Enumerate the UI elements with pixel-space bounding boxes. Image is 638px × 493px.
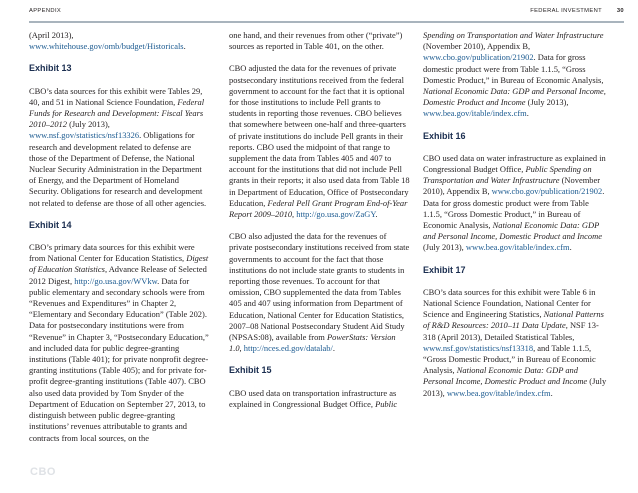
italic-title: Public [375, 398, 398, 409]
url-link[interactable]: www.cbo.gov/publication/21902 [491, 186, 603, 197]
exhibit-heading: Exhibit 17 [423, 264, 466, 275]
body-paragraph: CBO adjusted the data for the revenues of private postsecondary institutions received from the federal government to account for the fact that it is optional for those institutions to include Pell grants to students in reporting those revenues. CBO believes that somewhere between one-half and three-quarters of private institutions do include Pell grants in their reports. CBO used the midpoint of that range to supplement the data from Tables 405 and 407 to account for the institutions that did not include Pell grants in their reports; it also used data from Table 18 in Department of Education, Office of Postsecondary Education, Federal Pell Grant Program End-of-Year Report 2009–2010, http://go.usa.gov/ZaGY. [229, 63, 410, 220]
url-link[interactable]: www.bea.gov/itable/index.cfm [446, 387, 551, 398]
italic-title: National Economic Data: GDP and Personal Income, Domestic Product and Income [423, 365, 588, 387]
body-paragraph: CBO used data on water infrastructure as explained in Congressional Budget Office, Public Spending on Transportation and Water Infrastructure (November 2010), Appendix B, www.cbo.gov/publication/21902. Data for gross domestic product were from Table 1.1.5, “Gross Domestic Product,” in Bureau of Economic Analysis, National Economic Data: GDP and Personal Income, Domestic Product and Income (July 2013), www.bea.gov/itable/index.cfm. [423, 152, 606, 253]
url-link[interactable]: www.nsf.gov/statistics/nsf13318 [423, 342, 534, 353]
body-paragraph: CBO also adjusted the data for the revenues of private postsecondary institutions received from state governments to account for the fact that those institutions do not include state grants to students in reporting those revenues. To account for that omission, CBO supplemented the data from Tables 405 and 407 using information from Department of Education, National Center for Education Statistics, 2007–08 National Postsecondary Student Aid Study (NPSAS:08), available from PowerStats: Version 1.0, http://nces.ed.gov/datalab/. [229, 231, 410, 354]
italic-title: PowerStats: Version 1.0 [229, 332, 396, 354]
body-paragraph: one hand, and their revenues from other (“private”) sources as reported in Table 401, on the other. [229, 30, 403, 52]
body-paragraph: (April 2013), www.whitehouse.gov/omb/budget/Historicals. [29, 30, 186, 52]
url-link[interactable]: http://go.usa.gov/ZaGY [296, 209, 376, 220]
cbo-logo: CBO [30, 466, 56, 478]
paragraph-spacer [229, 354, 410, 365]
paragraph-spacer [423, 276, 608, 287]
url-link[interactable]: www.bea.gov/itable/index.cfm [423, 108, 527, 119]
paragraph-spacer [229, 52, 410, 63]
body-paragraph: CBO’s primary data sources for this exhibit were from National Center for Education Statistics, Digest of Education Statistics, Advance Release of Selected 2012 Digest, http://go.usa.gov/WVkw. Data for public elementary and secondary schools were from “Revenues and Expenditures” in Chapter 2, “Elementary and Secondary Education” (Table 202). Data for postsecondary institutions were from “Revenue” in Chapter 3, “Postsecondary Education,” and included data for public degree-granting institutions (Table 401); for private nonprofit degree-granting institutions (Table 405); and for private for-profit degree-granting institutions (Table 407). CBO also used data provided by Tom Snyder of the Department of Education on September 27, 2013, to distinguish between public degree-granting institutions’ revenues attributable to grants and contracts from local sources, on the [29, 242, 209, 443]
section-label: APPENDIX [29, 8, 62, 14]
body-paragraph: Spending on Transportation and Water Infrastructure (November 2010), Appendix B, www.cbo.gov/publication/21902. Data for gross domestic product were from Table 1.1.5, “Gross Domestic Product,” in Bureau of Economic Analysis, National Economic Data: GDP and Personal Income, Domestic Product and Income (July 2013), www.bea.gov/itable/index.cfm. [423, 30, 606, 119]
exhibit-heading: Exhibit 14 [29, 219, 72, 230]
paragraph-spacer [423, 254, 608, 265]
body-paragraph: CBO used data on transportation infrastructure as explained in Congressional Budget Office, Public [229, 387, 398, 409]
url-link[interactable]: www.nsf.gov/statistics/nsf13326 [29, 130, 140, 141]
url-link[interactable]: http://nces.ed.gov/datalab/ [243, 343, 333, 354]
exhibit-heading: Exhibit 13 [29, 63, 72, 74]
italic-title: Public Spending on Transportation and Water Infrastructure [423, 164, 592, 186]
running-title: FEDERAL INVESTMENT [530, 8, 602, 14]
exhibit-heading: Exhibit 16 [423, 130, 466, 141]
paragraph-spacer [229, 220, 410, 231]
paragraph-spacer [29, 75, 210, 86]
url-link[interactable]: www.bea.gov/itable/index.cfm [465, 242, 570, 253]
body-paragraph: CBO’s data sources for this exhibit were Tables 29, 40, and 51 in National Science Foundation, Federal Funds for Research and Development: Fiscal Years 2010–2012 (July 2013), www.nsf.gov/statistics/nsf13326. Obligations for research and development related to defense are those of the Department of Defense, the National Nuclear Security Administration in the Department of Energy, and the Department of Homeland Security. Obligations for research and development not related to defense are those of all other agencies. [29, 85, 207, 208]
url-link[interactable]: www.whitehouse.gov/omb/budget/Historicals [29, 41, 184, 52]
paragraph-spacer [423, 142, 608, 153]
page-header [29, 7, 624, 23]
paragraph-spacer [29, 52, 210, 63]
text-column-2 [229, 30, 410, 410]
page-number: 30 [616, 8, 624, 14]
url-link[interactable]: www.cbo.gov/publication/21902 [423, 52, 534, 63]
italic-title: Digest of Education Statistics [29, 253, 209, 275]
exhibit-heading: Exhibit 15 [229, 365, 272, 376]
italic-title: National Patterns of R&D Resources: 2010–11 Data Update [423, 309, 604, 331]
paragraph-spacer [29, 209, 210, 220]
paragraph-spacer [29, 231, 210, 242]
text-column-3 [423, 30, 608, 399]
url-link[interactable]: http://go.usa.gov/WVkw [74, 275, 158, 286]
italic-title: Federal Pell Grant Program End-of-Year Report 2009–2010 [229, 197, 408, 220]
italic-title: National Economic Data: GDP and Personal Income, Domestic Product and Income [423, 220, 602, 242]
paragraph-spacer [229, 377, 410, 388]
italic-title: Spending on Transportation and Water Infrastructure [423, 30, 604, 40]
body-paragraph: CBO’s data sources for this exhibit were Table 6 in National Science Foundation, National Center for Science and Engineering Statistics, National Patterns of R&D Resources: 2010–11 Data Update, NSF 13-318 (April 2013), Detailed Statistical Tables, www.nsf.gov/statistics/nsf13318, and Table 1.1.5, “Gross Domestic Product,” in Bureau of Economic Analysis, National Economic Data: GDP and Personal Income, Domestic Product and Income (July 2013), www.bea.gov/itable/index.cfm. [423, 286, 607, 398]
paragraph-spacer [423, 120, 608, 131]
italic-title: Federal Funds for Research and Development: Fiscal Years 2010–2012 [29, 96, 205, 130]
italic-title: National Economic Data: GDP and Personal Income, Domestic Product and Income [423, 86, 606, 108]
text-column-1 [29, 30, 210, 444]
